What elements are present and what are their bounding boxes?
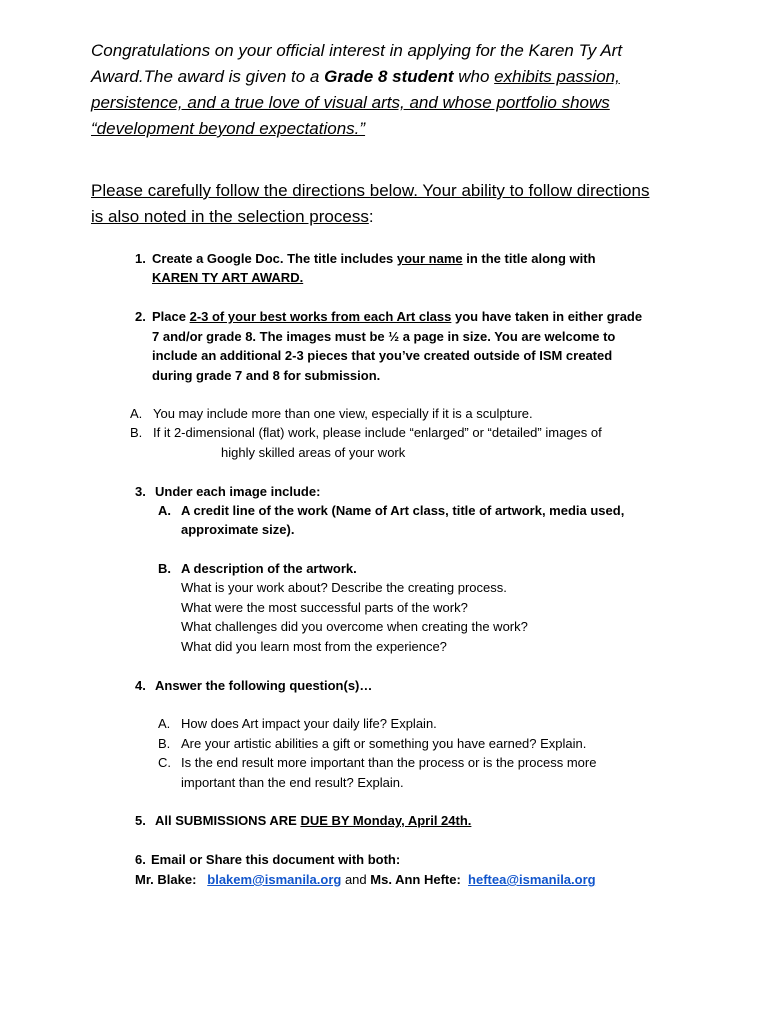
step-4-number: 4.: [135, 678, 146, 693]
hefte-email-link[interactable]: heftea@ismanila.org: [468, 872, 596, 887]
step-1-text: [152, 249, 672, 269]
step-2-sub-a: You may include more than one view, especially if it is a sculpture.: [153, 406, 533, 421]
blake-email-link[interactable]: blakem@ismanila.org: [207, 872, 342, 887]
step-2-line-4: during grade 7 and 8 for submission.: [152, 368, 381, 383]
step-3-question-1: What is your work about? Describe the creating process.: [181, 580, 507, 595]
step-4-question-a: How does Art impact your daily life? Explain.: [181, 716, 437, 731]
intro-grade-emphasis: Grade 8 student: [324, 67, 454, 86]
step-5-number: 5.: [135, 813, 146, 828]
step-2-number: 2.: [135, 309, 146, 324]
step-1-text-a: Create a Google Doc. The title includes: [152, 251, 397, 266]
step-3-a-line-2: approximate size).: [181, 522, 295, 537]
directions-line-1: Please carefully follow the directions below. Your ability to follow directions: [91, 181, 650, 200]
intro-underlined-3: “development beyond expectations.”: [91, 119, 366, 138]
step-6-number: 6.: [135, 852, 146, 867]
step-2-line-2: 7 and/or grade 8. The images must be ½ a page in size. You are welcome to: [152, 329, 616, 344]
step-6-contacts: [135, 870, 695, 890]
intro-underlined-1: exhibits passion,: [494, 67, 620, 86]
step-3-b-label: B.: [158, 561, 171, 576]
step-5-text: [155, 811, 471, 831]
step-5-due-date: DUE BY Monday, April 24th.: [300, 813, 472, 828]
step-3-question-4: What did you learn most from the experience?: [181, 639, 447, 654]
step-4-title: Answer the following question(s)…: [155, 678, 373, 693]
intro-paragraph: [91, 38, 691, 142]
step-1-text-b: in the title along with: [462, 251, 596, 266]
step-3-a-line-1: A credit line of the work (Name of Art class, title of artwork, media used,: [181, 503, 625, 518]
step-2-text-b: you have taken in either grade: [451, 309, 643, 324]
step-4-question-c-line-2: important than the end result? Explain.: [181, 775, 404, 790]
directions-paragraph: [91, 178, 691, 230]
step-5-text-a: All SUBMISSIONS ARE: [155, 813, 301, 828]
step-3-title: Under each image include:: [155, 484, 321, 499]
step-4-c-label: C.: [158, 755, 171, 770]
step-3-b-title: A description of the artwork.: [181, 561, 357, 576]
directions-colon: :: [368, 207, 374, 226]
contact-blake-label: Mr. Blake:: [135, 872, 197, 887]
step-3-question-3: What challenges did you overcome when creating the work?: [181, 619, 528, 634]
intro-underlined-2: persistence, and a true love of visual arts, and whose portfolio shows: [91, 93, 610, 112]
step-6-title: Email or Share this document with both:: [151, 852, 401, 867]
step-1-your-name: your name: [396, 251, 463, 266]
step-3-number: 3.: [135, 484, 146, 499]
step-1-title-line: KAREN TY ART AWARD.: [152, 270, 304, 285]
contact-and: and: [344, 872, 367, 887]
step-3-a-label: A.: [158, 503, 171, 518]
step-2-sub-b: If it 2-dimensional (flat) work, please include “enlarged” or “detailed” images of: [153, 425, 602, 440]
step-4-a-label: A.: [158, 716, 171, 731]
step-4-question-b: Are your artistic abilities a gift or something you have earned? Explain.: [181, 736, 587, 751]
step-1-number: 1.: [135, 251, 146, 266]
step-2-best-works: 2-3 of your best works from each Art class: [189, 309, 452, 324]
step-4-b-label: B.: [158, 736, 171, 751]
step-4-question-c-line-1: Is the end result more important than the process or is the process more: [181, 755, 597, 770]
intro-text-1: Congratulations on your official interest in applying for the Karen Ty Art Award.The award is given to a: [91, 41, 623, 86]
step-2-text-a: Place: [152, 309, 190, 324]
step-2-line-3: include an additional 2-3 pieces that you’ve created outside of ISM created: [152, 348, 613, 363]
step-3-question-2: What were the most successful parts of the work?: [181, 600, 468, 615]
directions-line-2: is also noted in the selection process: [91, 207, 369, 226]
contact-hefte-label: Ms. Ann Hefte:: [370, 872, 461, 887]
step-2-sub-b-line-2: highly skilled areas of your work: [221, 445, 406, 460]
step-2-sub-b-label: B.: [130, 425, 143, 440]
step-2-sub-a-label: A.: [130, 406, 143, 421]
step-2-text: [152, 307, 692, 327]
intro-text-2: who: [453, 67, 495, 86]
